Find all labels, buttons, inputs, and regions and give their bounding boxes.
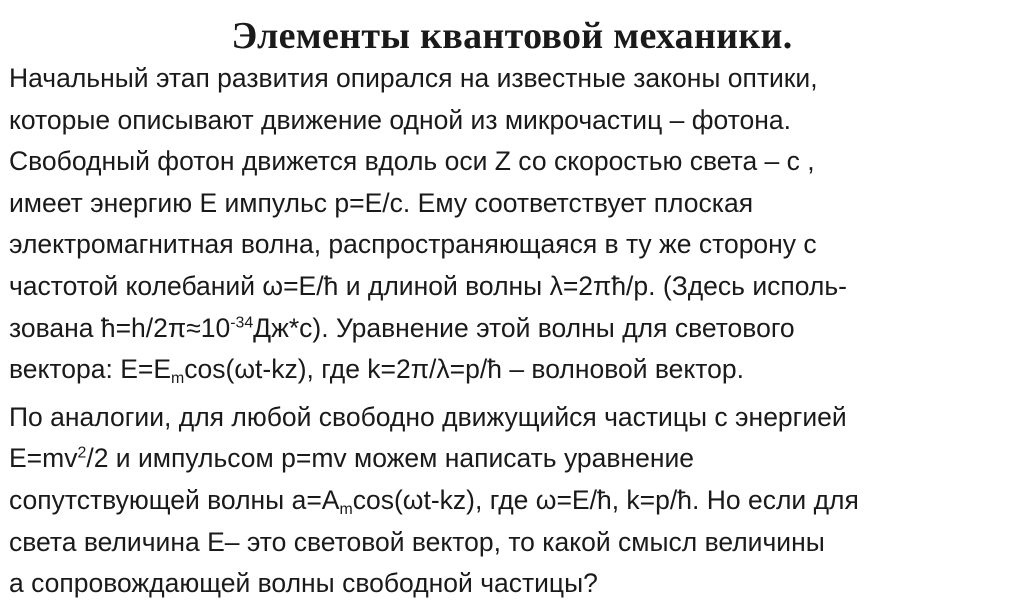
- text-line: света величина E– это световой вектор, то какой смысл величины: [9, 526, 825, 557]
- slide-title: Элементы квантовой механики.: [231, 15, 793, 57]
- subscript: m: [339, 500, 353, 518]
- text-line: частотой колебаний ω=E/ħ и длиной волны λ=2πħ/p. (Здесь исполь-: [9, 270, 847, 301]
- text-fragment: E=mv: [9, 443, 78, 474]
- text-line: По аналогии, для любой свободно движущийся частицы с энергией: [9, 401, 847, 432]
- text-fragment: cos(ωt-kz), где k=2π/λ=p/ħ – волновой вектор.: [184, 354, 744, 385]
- paragraph-optics: [9, 58, 1019, 391]
- superscript: -34: [230, 314, 254, 332]
- text-fragment: /2 и импульсом p=mv можем написать уравнение: [86, 443, 695, 474]
- text-line: [9, 349, 1019, 391]
- text-line: [9, 308, 1019, 350]
- text-line: имеет энергию E импульс p=E/c. Ему соответствует плоская: [9, 187, 754, 218]
- text-line: электромагнитная волна, распространяющаяся в ту же сторону с: [9, 229, 817, 260]
- text-fragment: вектора: E=E: [9, 354, 172, 385]
- slide-body: [9, 58, 1019, 599]
- text-line: [9, 438, 1019, 480]
- text-line-cropped: a сопровождающей волны свободной частицы?: [9, 568, 598, 599]
- paragraph-analogy: [9, 397, 1019, 599]
- text-line: Начальный этап развития опирался на известные законы оптики,: [9, 63, 818, 93]
- text-fragment: cos(ωt-kz), где ω=E/ħ, k=p/ħ. Но если для: [352, 484, 859, 515]
- text-line: [9, 480, 1019, 522]
- subscript: m: [171, 369, 185, 387]
- text-line: которые описывают движение одной из микрочастиц – фотона.: [9, 104, 791, 135]
- superscript: 2: [77, 444, 87, 462]
- text-fragment: Дж*с). Уравнение этой волны для светового: [253, 312, 795, 343]
- text-fragment: сопутствующей волны a=A: [9, 484, 340, 515]
- text-line: Свободный фотон движется вдоль оси Z со скоростью света – c ,: [9, 146, 815, 177]
- text-fragment: зована ħ=h/2π≈10: [9, 312, 231, 343]
